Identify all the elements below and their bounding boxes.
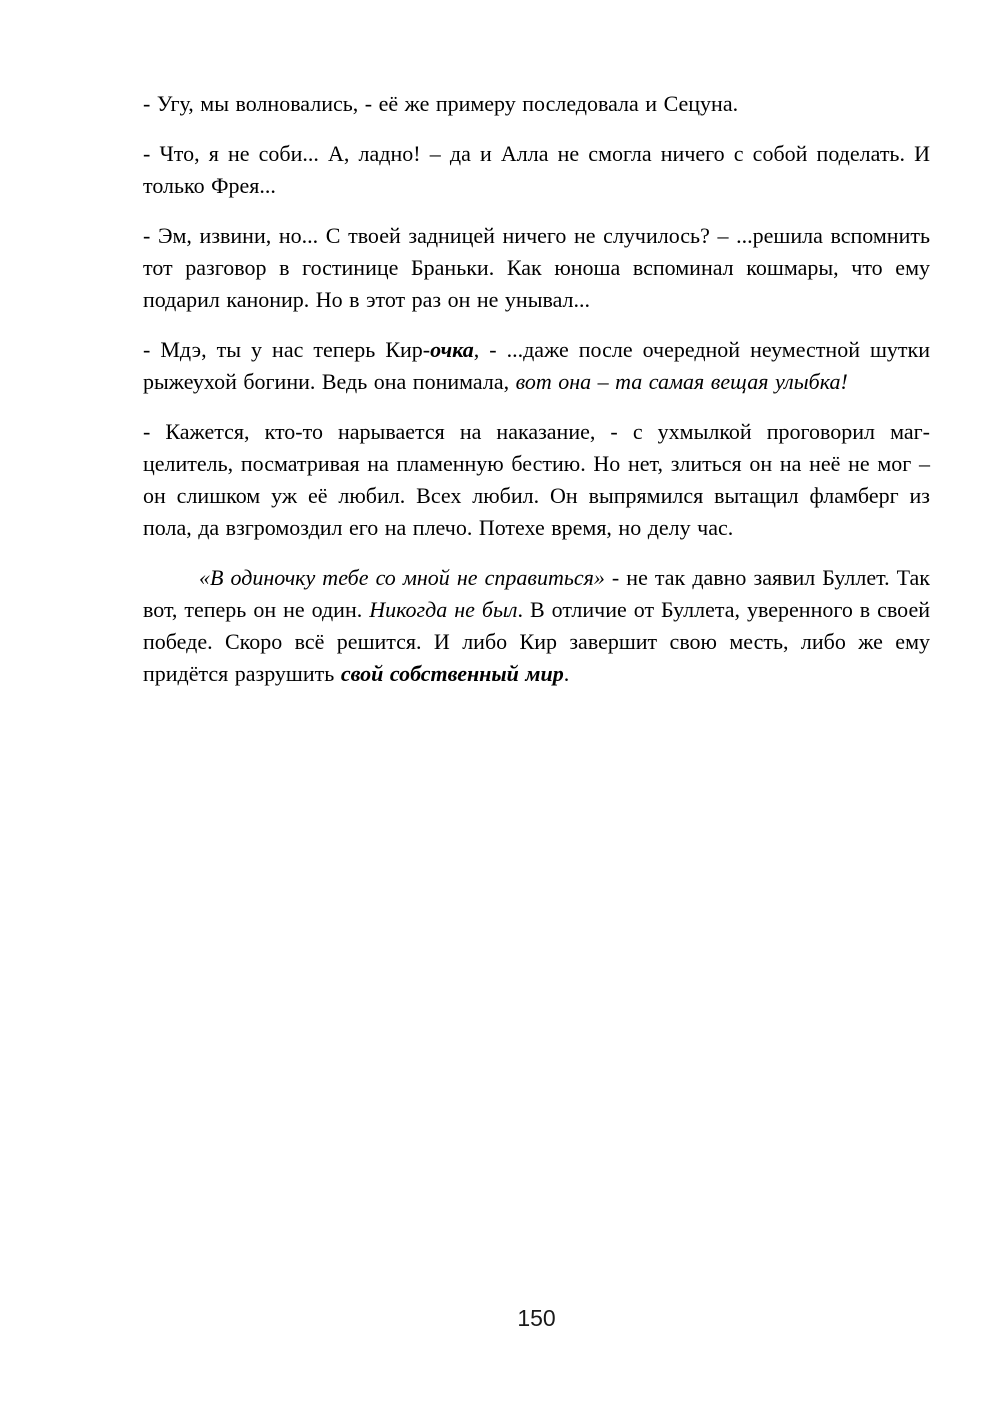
text-run: вот она – та самая вещая улыбка!	[515, 369, 848, 394]
text-run: .	[563, 661, 570, 686]
text-run: свой собственный мир	[340, 661, 564, 686]
paragraph	[143, 220, 930, 316]
paragraph	[143, 88, 930, 120]
paragraph	[143, 138, 930, 202]
text-run: - не так давно заявил Буллет. Так вот, теперь он не один.	[143, 565, 931, 622]
text-run: - Эм, извини, но... С твоей задницей ничего не случилось? – ...решила вспомнить тот разговор в гостинице Браньки. Как юноша вспоминал кошмары, что ему подарил канонир. Но в этот раз он не унывал...	[143, 223, 930, 312]
paragraph	[143, 334, 930, 398]
text-run: очка	[430, 337, 474, 362]
text-run: «В одиночку тебе со мной не справиться»	[199, 565, 605, 590]
text-run: Никогда не был	[369, 597, 518, 622]
page-number: 150	[517, 1305, 556, 1331]
text-run: . В отличие от Буллета, уверенного в своей победе. Скоро всё решится. И либо Кир завершит свою месть, либо же ему придётся разрушить	[143, 597, 930, 686]
text-run: - Кажется, кто-то нарывается на наказание, - с ухмылкой проговорил маг-целитель, посматривая на пламенную бестию. Но нет, злиться он на неё не мог – он слишком уж её любил. Всех любил. Он выпрямился вытащил фламберг из пола, да взгромоздил его на плечо. Потехе время, но делу час.	[143, 419, 930, 540]
paragraph	[143, 416, 930, 544]
text-run: - Мдэ, ты у нас теперь Кир-	[143, 337, 431, 362]
paragraph	[143, 562, 930, 690]
text-run: - Что, я не соби... А, ладно! – да и Алла не смогла ничего с собой поделать. И только Фрея...	[143, 141, 930, 198]
text-run: - Угу, мы волновались, - её же примеру последовала и Сецуна.	[143, 91, 739, 116]
text-run: , - ...даже после очередной неуместной шутки рыжеухой богини. Ведь она понимала,	[143, 337, 931, 394]
